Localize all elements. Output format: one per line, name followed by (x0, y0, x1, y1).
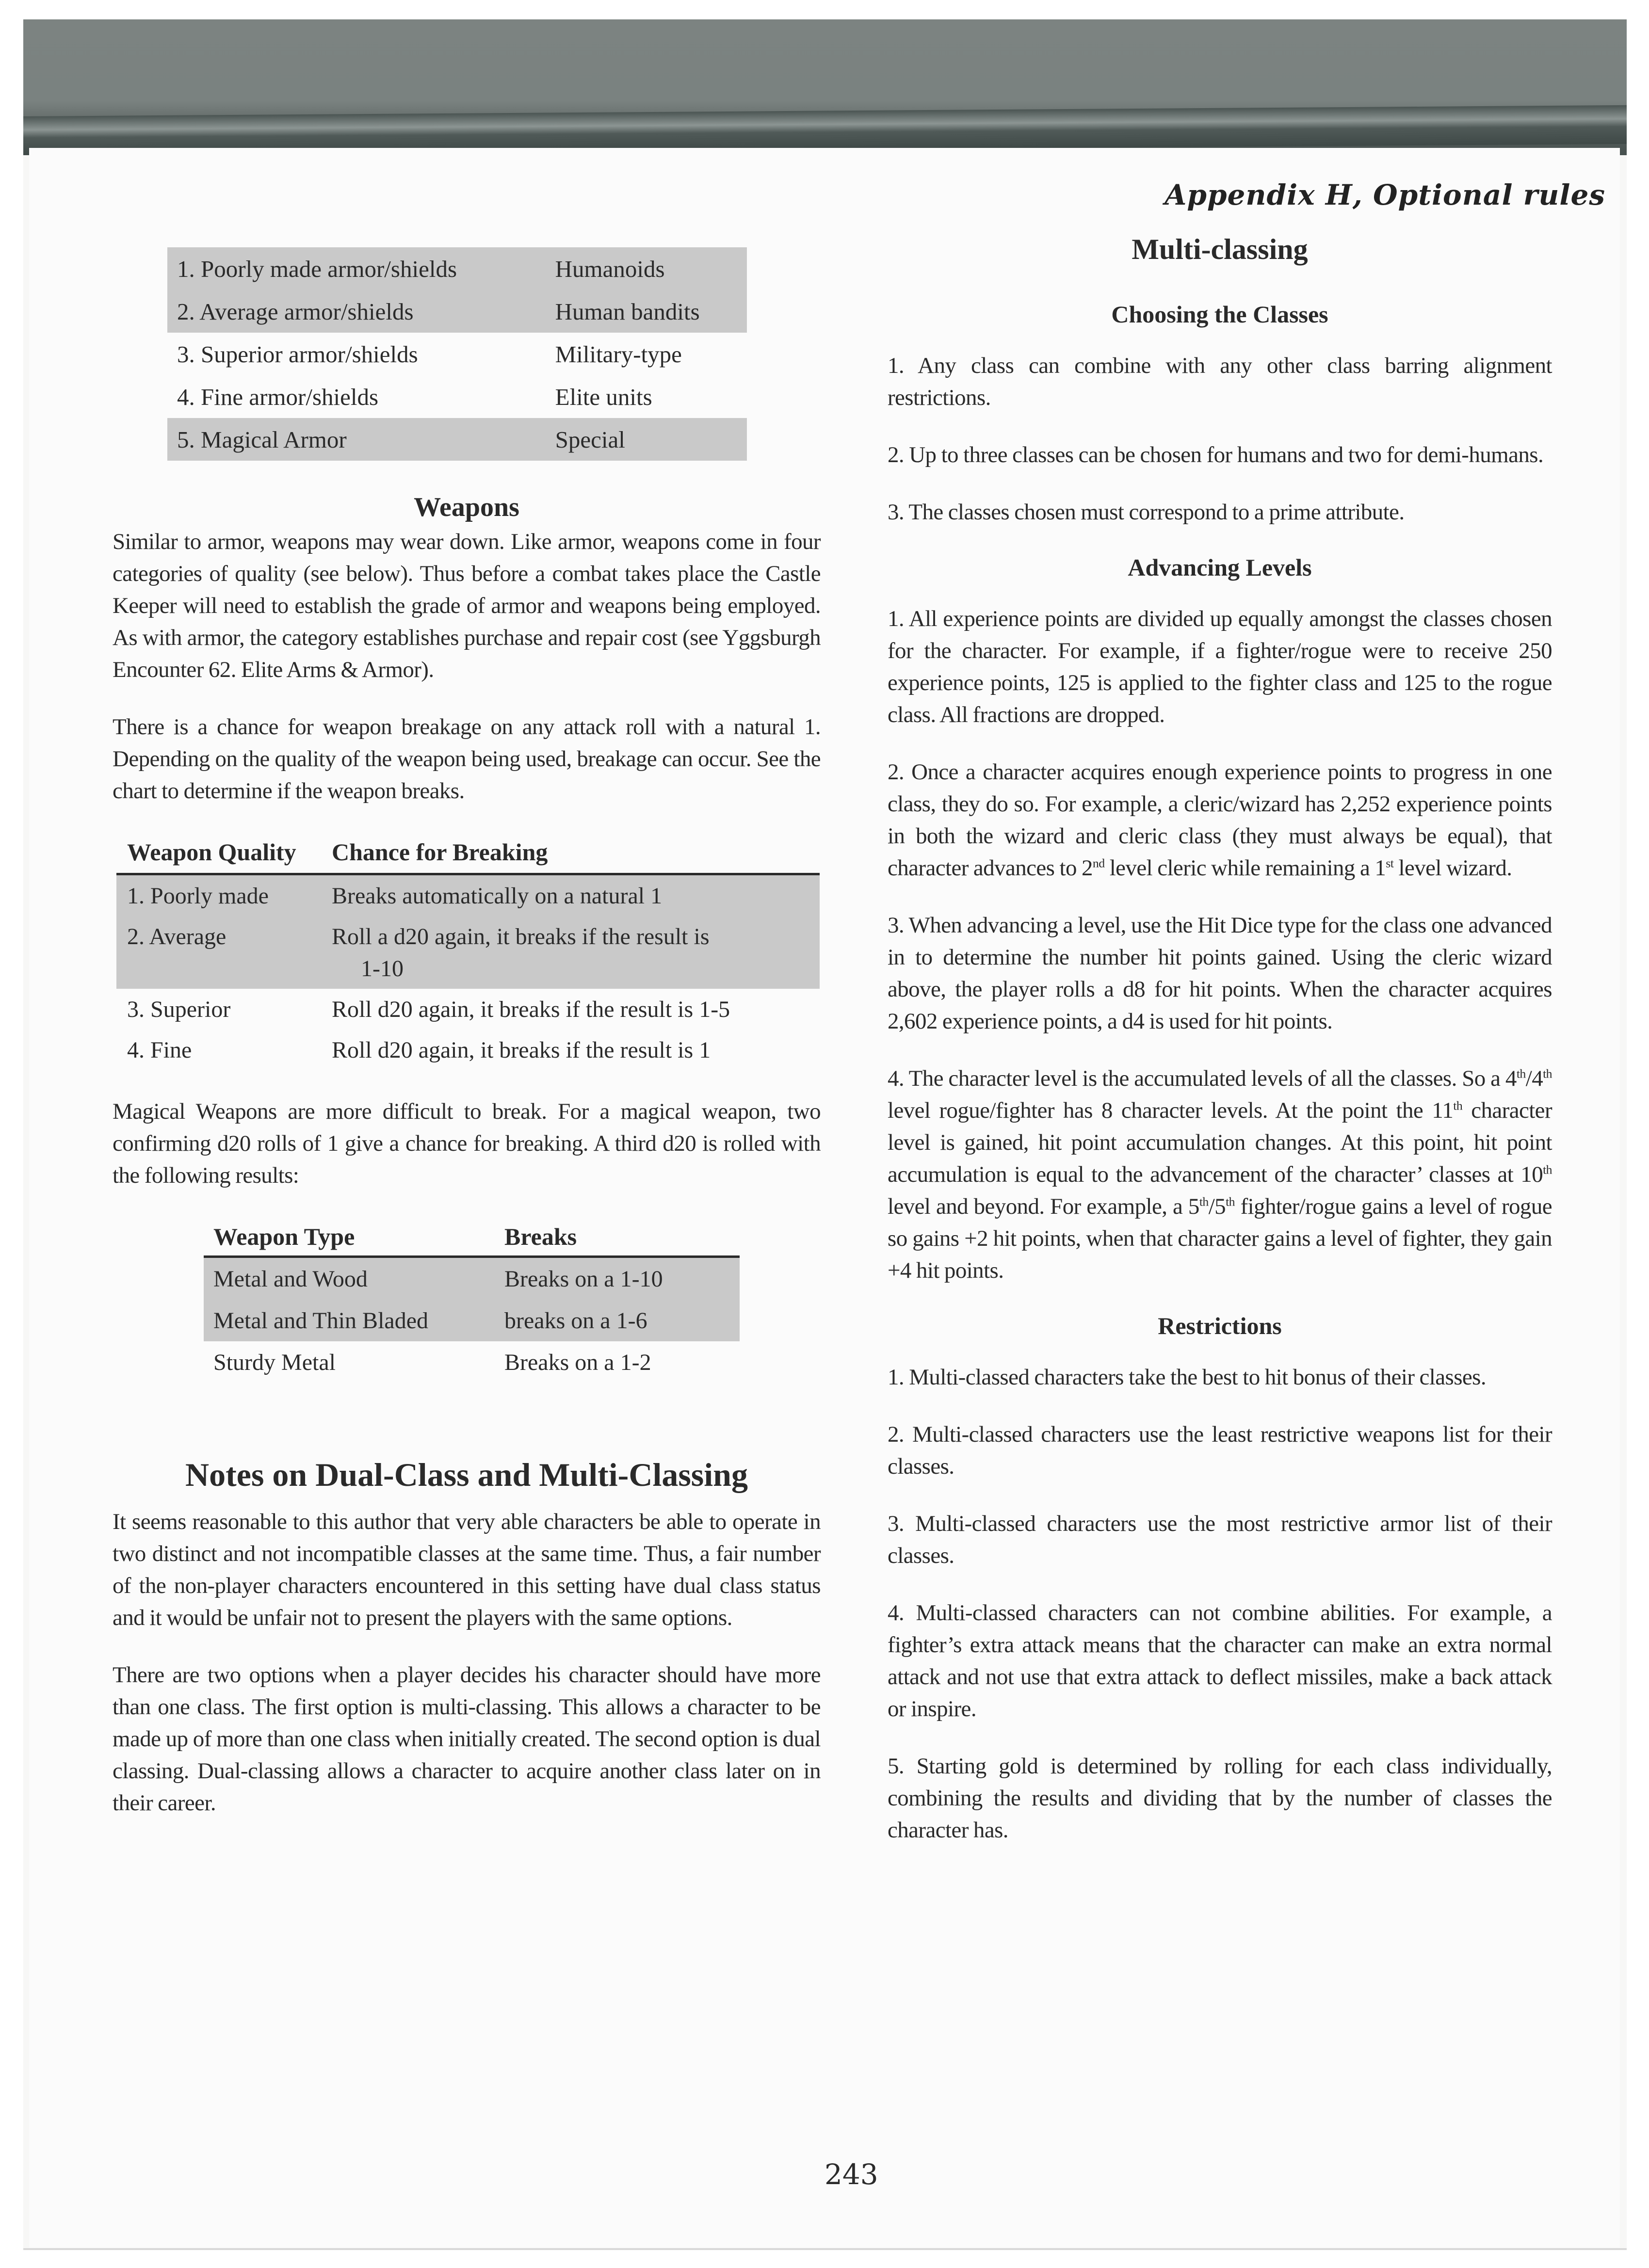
breaks-cell: Breaks on a 1-2 (504, 1349, 651, 1375)
bottom-edge (23, 2248, 1627, 2250)
table-row (167, 418, 747, 461)
quality-cell: 1. Poorly made (127, 883, 269, 909)
choosing-item: 3. The classes chosen must correspond to a prime attribute. (888, 499, 1405, 525)
chance-cell (321, 1029, 820, 1070)
notes-paragraph: There are two options when a player decides his character should have more than one class. The first option is multi-classing. This allows a character to be made up of more than one class when initially created. The second option is dual classing. Dual-classing allows a character to acquire another class later on in their career. (113, 1662, 821, 1816)
text-run: level and beyond. For example, a 5 (888, 1194, 1199, 1219)
text-run: 4. The character level is the accumulated levels of all the classes. So a 4 (888, 1066, 1517, 1091)
table-header-row (204, 1219, 740, 1257)
advancing-item: 3. When advancing a level, use the Hit Dice type for the class one advanced in to determine the number hit points gained. Using the cleric wizard above, the player rolls a d8 for hit points. When the character acquires 2,602 experience points, a d4 is used for hit points. (888, 913, 1552, 1034)
quality-cell: 3. Superior (127, 997, 231, 1022)
column-header: Weapon Type (204, 1219, 495, 1257)
table-row (167, 333, 747, 375)
ordinal-suffix: th (1226, 1194, 1235, 1209)
ordinal-suffix: nd (1092, 856, 1105, 870)
type-cell: Metal and Thin Bladed (213, 1307, 429, 1334)
choosing-item: 2. Up to three classes can be chosen for humans and two for demi-humans. (888, 442, 1544, 467)
type-cell: Sturdy Metal (213, 1349, 336, 1375)
book-edge-band (23, 19, 1627, 155)
page-number: 243 (824, 2158, 878, 2191)
text-run: /5 (1208, 1194, 1226, 1219)
advancing-levels-heading: Advancing Levels (1128, 554, 1312, 581)
ordinal-suffix: th (1516, 1066, 1526, 1081)
choosing-item: 1. Any class can combine with any other class barring alignment restrictions. (888, 353, 1552, 410)
text-run: level wizard. (1393, 855, 1512, 881)
restriction-item: 2. Multi-classed characters use the least restrictive weapons list for their classes. (888, 1422, 1552, 1479)
armor-users-cell: Special (555, 426, 625, 453)
breaks-cell: Breaks on a 1-10 (504, 1266, 663, 1292)
advancing-item (888, 1062, 1552, 1287)
restriction-item: 4. Multi-classed characters can not combine abilities. For example, a fighter’s extra attack means that the character can make an extra normal attack and not use that extra attack to deflect missiles, make a back attack or inspire. (888, 1600, 1552, 1721)
running-head: Appendix H, Optional rules (1164, 178, 1605, 211)
chance-text: Roll a d20 again, it breaks if the result is (332, 924, 710, 949)
armor-quality-cell: 2. Average armor/shields (177, 298, 414, 325)
armor-users-cell: Elite units (555, 383, 652, 410)
table-row (116, 989, 820, 1029)
ordinal-suffix: th (1199, 1194, 1209, 1209)
ordinal-suffix: th (1453, 1098, 1463, 1113)
type-cell: Metal and Wood (213, 1266, 368, 1292)
advancing-item (888, 756, 1552, 884)
chance-text: Roll d20 again, it breaks if the result is 1 (332, 1037, 711, 1063)
chance-text: Roll d20 again, it breaks if the result is 1-5 (332, 997, 730, 1022)
restriction-item: 5. Starting gold is determined by rolling for each class individually, combining the results and dividing that by the number of classes the character has. (888, 1753, 1552, 1843)
armor-quality-cell: 3. Superior armor/shields (177, 340, 418, 368)
weapons-paragraph: Similar to armor, weapons may wear down. Like armor, weapons come in four categories of quality (see below). Thus before a combat takes place the Castle Keeper will need to establish the grade of armor and weapons being employed. As with armor, the category establishes purchase and repair cost (see Yggsburgh Encounter 62. Elite Arms & Armor). (113, 529, 821, 682)
text-run: character level is gained, hit point accumulation changes. At this point, hit point accumulation is equal to the advancement of the character’ classes at 10 (888, 1098, 1552, 1187)
quality-cell: 4. Fine (127, 1037, 192, 1063)
text-run: /4 (1525, 1066, 1543, 1091)
table-row (167, 375, 747, 418)
advancing-item: 1. All experience points are divided up equally amongst the classes chosen for the character. For example, if a fighter/rogue were to receive 250 experience points, 125 is applied to the fighter class and 125 to the rogue class. All fractions are dropped. (888, 606, 1552, 727)
table-row (167, 247, 747, 290)
table-row (116, 916, 820, 989)
right-column (888, 233, 1552, 1871)
chance-cell (321, 989, 820, 1029)
chance-cell (321, 874, 820, 917)
armor-quality-table (167, 247, 747, 461)
armor-users-cell: Human bandits (555, 298, 700, 325)
table-row (204, 1257, 740, 1300)
chance-text-continued: 1-10 (361, 956, 404, 981)
notes-heading: Notes on Dual-Class and Multi-Classing (185, 1456, 748, 1493)
weapon-type-table (204, 1219, 740, 1383)
table-row (167, 290, 747, 333)
ordinal-suffix: th (1543, 1066, 1552, 1081)
magical-weapons-paragraph: Magical Weapons are more difficult to break. For a magical weapon, two confirming d20 rolls of 1 give a chance for breaking. A third d20 is rolled with the following results: (113, 1099, 821, 1188)
text-run: level cleric while remaining a 1 (1104, 855, 1386, 881)
ordinal-suffix: th (1543, 1162, 1552, 1177)
text-run: fighter/rogue gains a level of rogue so gains +2 hit points, when that character gains a level of fighter, they gain +4 hit points. (888, 1194, 1552, 1283)
restriction-item: 3. Multi-classed characters use the most restrictive armor list of their classes. (888, 1511, 1552, 1568)
table-row (204, 1341, 740, 1383)
armor-quality-cell: 5. Magical Armor (177, 426, 347, 453)
weapons-heading: Weapons (414, 492, 519, 522)
weapons-paragraph: There is a chance for weapon breakage on any attack roll with a natural 1. Depending on the quality of the weapon being used, breakage can occur. See the chart to determine if the weapon breaks. (113, 714, 821, 804)
chance-cell (321, 916, 820, 989)
table-row (116, 874, 820, 917)
column-header: Breaks (495, 1219, 740, 1257)
left-column (113, 247, 821, 1844)
multi-classing-heading: Multi-classing (1132, 233, 1308, 265)
notes-paragraph: It seems reasonable to this author that very able characters be able to operate in two distinct and not incompatible classes at the same time. Thus, a fair number of the non-player characters encountered in this setting have dual class status and it would be unfair not to present the players with the same options. (113, 1509, 821, 1630)
armor-users-cell: Humanoids (555, 255, 665, 282)
armor-quality-cell: 4. Fine armor/shields (177, 383, 379, 410)
choosing-classes-heading: Choosing the Classes (1111, 301, 1328, 328)
table-row (204, 1300, 740, 1341)
breaks-cell: breaks on a 1-6 (504, 1307, 647, 1334)
restriction-item: 1. Multi-classed characters take the best to hit bonus of their classes. (888, 1365, 1487, 1390)
text-run: level rogue/fighter has 8 character levels. At the point the 11 (888, 1098, 1454, 1123)
column-header: Weapon Quality (116, 832, 321, 874)
table-header-row (116, 832, 820, 874)
armor-quality-cell: 1. Poorly made armor/shields (177, 255, 457, 282)
ordinal-suffix: st (1386, 856, 1394, 870)
armor-users-cell: Military-type (555, 340, 682, 368)
table-row (116, 1029, 820, 1070)
quality-cell: 2. Average (127, 924, 226, 949)
chance-text: Breaks automatically on a natural 1 (332, 883, 663, 909)
text-run: 2. Once a character acquires enough experience points to progress in one class, they do so. For example, a cleric/wizard has 2,252 experience points in both the wizard and cleric class (they must always be equal), that character advances to 2 (888, 759, 1552, 881)
weapon-quality-table (116, 832, 820, 1070)
column-header: Chance for Breaking (321, 832, 820, 874)
restrictions-heading: Restrictions (1158, 1312, 1282, 1339)
